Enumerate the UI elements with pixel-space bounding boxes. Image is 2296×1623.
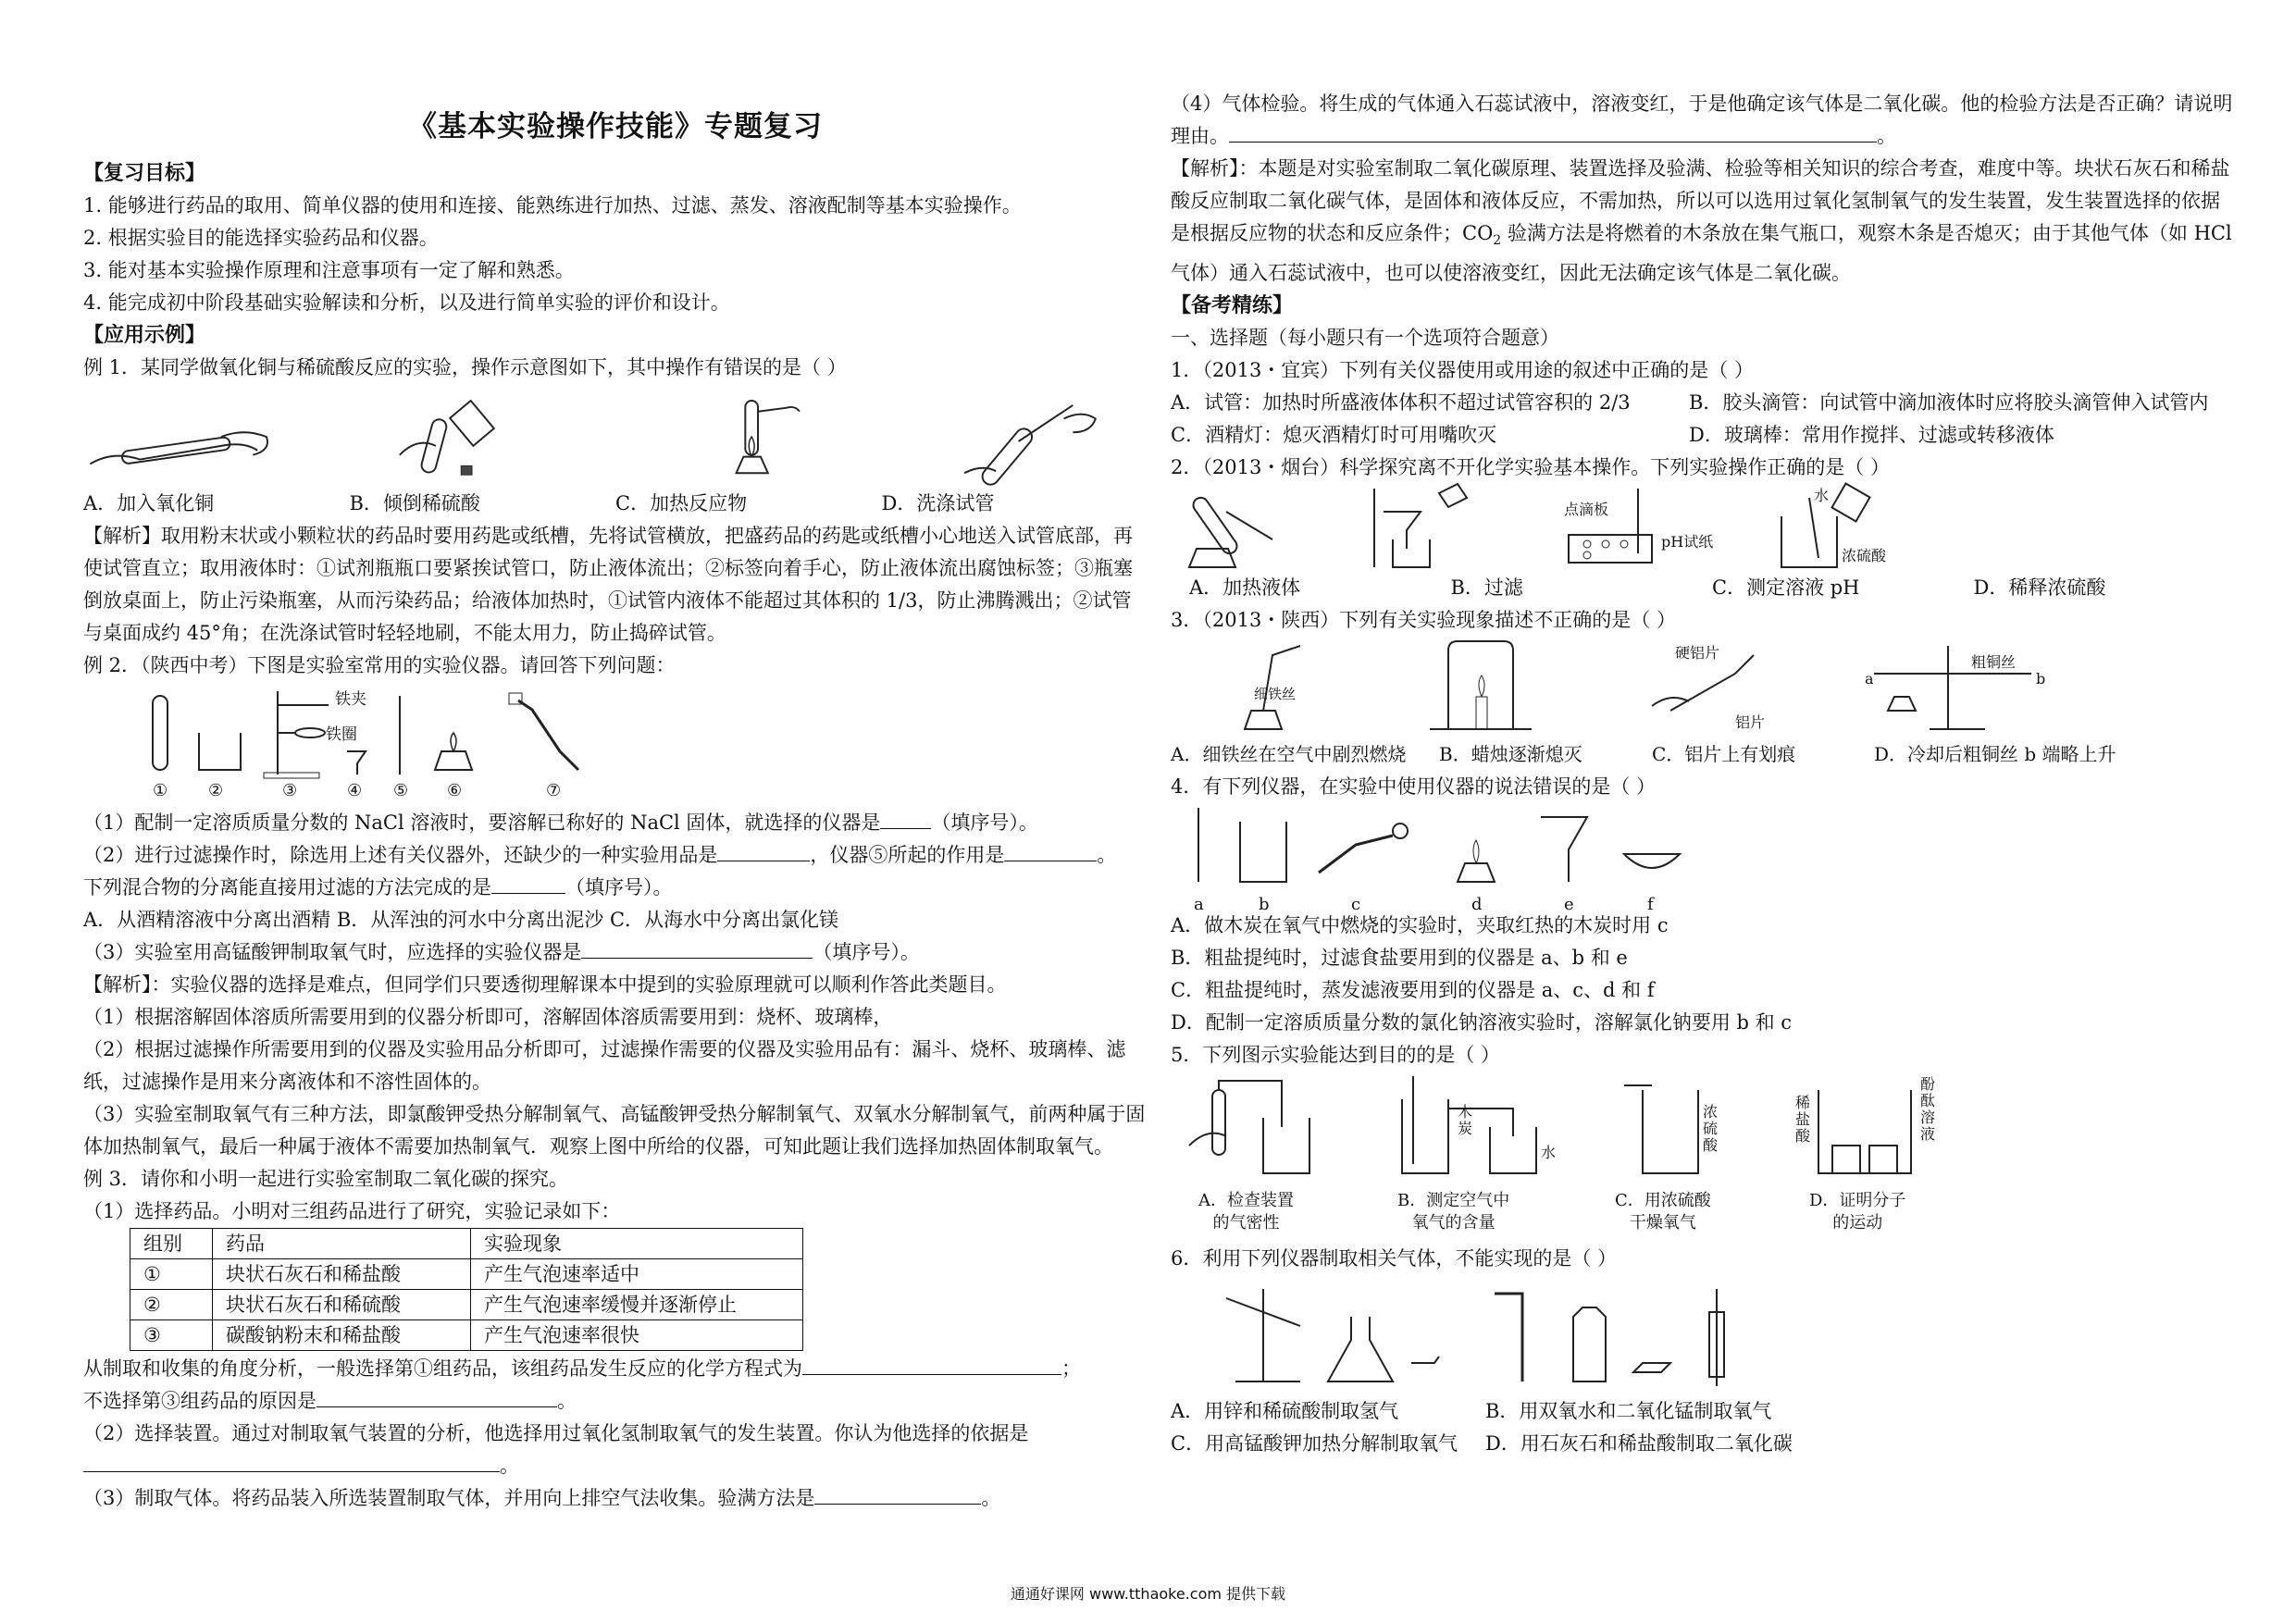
ex3-q3: （3）制取气体。将药品装入所选装置制取气体，并用向上排空气法收集。验满方法是 。 [83,1487,1001,1509]
practice-q5-figures [1171,1072,2235,1243]
table-cell: 产生气泡速率缓慢并逐渐停止 [471,1290,803,1320]
reagent-table [130,1228,803,1351]
instrument-letter: d [1471,895,1483,915]
table-cell: 块状石灰石和稀硫酸 [213,1290,471,1320]
practice-q2: 2．（2013・烟台）科学探究离不开化学实验基本操作。下列实验操作正确的是（ ） [1171,456,1890,479]
practice-q3: 3．（2013・陕西）下列有关实验现象描述不正确的是（ ） [1171,609,1676,632]
ex2-analysis: 【解析】：实验仪器的选择是难点，但同学们只要透彻理解课本中提到的实验原理就可以顺利作答此类题目。 [83,973,1007,996]
practice-q4-a: A．做木炭在氧气中燃烧的实验时，夹取红热的木炭时用 c [1171,914,1669,937]
q6-apparatus-figure [1189,1275,1837,1391]
practice-q3-options: A．细铁丝在空气中剧烈燃烧 B．蜡烛逐渐熄灭 C．铝片上有划痕 D．冷却后粗铜丝 b 端略上升 [1171,743,2116,766]
heat-reactant-figure [657,401,861,482]
instrument-letter: f [1647,895,1654,915]
practice-q4-b: B．粗盐提纯时，过滤食盐要用到的仪器是 a、b 和 e [1171,947,1628,970]
ex3-question: 例 3．请你和小明一起进行实验室制取二氧化碳的探究。 [83,1168,569,1190]
goals-heading: 【复习目标】 [83,161,206,185]
table-row [130,1259,803,1290]
ex2-analysis-2: （2）根据过滤操作所需要用到的仪器及实验用品分析即可，过滤操作需要的仪器及实验用品有：漏斗、烧杯、玻璃棒、滤纸，过滤操作是用来分离液体和不溶性固体的。 [83,1038,1126,1093]
practice-q6-options-cd: C．用高锰酸钾加热分解制取氧气 D．用石灰石和稀盐酸制取二氧化碳 [1171,1432,1793,1456]
table-header-cell: 实验现象 [471,1229,803,1259]
q5-caption-c: C．用浓硫酸 干燥氧气 [1615,1191,1711,1233]
practice-q6: 6．利用下列仪器制取相关气体，不能实现的是（ ） [1171,1247,1618,1270]
ex2-analysis-3: （3）实验室制取氧气有三种方法，即氯酸钾受热分解制氧气、高锰酸钾受热分解制氧气、双氧水分解制氧气，前两种属于固体加热制氧气，最后一种属于液体不需要加热制氧气．观察上图中所给的仪器，可知此题让我们选择加热固体制取氧气。 [83,1103,1146,1158]
ex2-q2: （2）进行过滤操作时，除选用上述有关仪器外，还缺少的一种实验用品是 ，仪器⑤所起的作用是 。 [83,844,1117,866]
iron-wire-label: 细铁丝 [1254,686,1297,703]
ex1-option-a: A．加入氧化铜 [83,492,215,514]
practice-q1-options-cd: C．酒精灯：熄灭酒精灯时可用嘴吹灭 D．玻璃棒：常用作搅拌、过滤或转移液体 [1171,424,2054,447]
q5-experiments-figure [1171,1072,2096,1183]
instrument-letter: b [1259,895,1270,915]
water-label: 水 [1541,1144,1557,1162]
practice-heading: 【备考精练】 [1171,293,1294,318]
ex3-analysis: 【解析】：本题是对实验室制取二氧化碳原理、装置选择及验满、检验等相关知识的综合考查，难度中等。块状石灰石和稀盐酸反应制取二氧化碳气体，是固体和液体反应，不需加热，所以可以选用过氧化氢制氧气的发生装置，发生装置选择的依据是根据反应物的状态和反应条件；$CO_2$ 验满方法是将燃着的木条放在集气瓶口，观察木条是否熄灭；由于其他气体（如 HCl 气体）通入石蕊试液中，也可以使溶液变红，因此无法确定该气体是二氧化碳。 [1171,157,2232,285]
instrument-number: ④ [347,781,363,800]
instrument-number: ⑥ [447,781,463,800]
ph-paper-label: pH试纸 [1661,533,1714,551]
page-footer: 通通好课网 www.tthaoke.com 提供下载 [1010,1585,1286,1603]
practice-q2-options: A．加热液体 B．过滤 C．测定溶液 pH D．稀释浓硫酸 [1189,576,2106,600]
practice-subheading: 一、选择题（每小题只有一个选项符合题意） [1171,327,1559,350]
wash-tube-figure [944,401,1148,482]
instrument-set-figure [111,682,713,784]
practice-q5: 5．下列图示实验能达到目的的是（ ） [1171,1044,1501,1067]
phenolphthalein-label: 酚酞溶液 [1920,1075,1936,1144]
table-cell: 产生气泡速率很快 [471,1320,803,1351]
table-cell: ① [130,1259,213,1290]
practice-q3-figures [1171,637,2235,738]
end-b-label: b [2036,670,2046,688]
table-cell: ② [130,1290,213,1320]
ex1-options [83,488,1148,520]
practice-q1-options-ab: A．试管：加热时所盛液体体积不超过试管容积的 2/3 B．胶头滴管：向试管中滴加液体时应将胶头滴管伸入试管内 [1171,391,2209,415]
ex2-analysis-1: （1）根据溶解固体溶质所需要用到的仪器分析即可，溶解固体溶质需要用到：烧杯、玻璃棒， [83,1006,893,1028]
aluminum-label: 铝片 [1735,713,1766,732]
q5-caption-a: A．检查装置 的气密性 [1198,1191,1294,1233]
conc-acid-label: 浓硫酸 [1703,1103,1719,1155]
ex3-q4: （4）气体检验。将生成的气体通入石蕊试液中，溶液变红，于是他确定该气体是二氧化碳。他的检验方法是否正确？请说明理由。 。 [1171,93,2233,147]
dilute-hcl-label: 稀盐酸 [1795,1094,1811,1146]
instrument-letter: a [1194,895,1204,915]
ex1-option-d: D．洗涤试管 [881,492,995,514]
practice-q1: 1．（2013・宜宾）下列有关仪器使用或用途的叙述中正确的是（ ） [1171,359,1754,382]
table-cell: 碳酸钠粉末和稀盐酸 [213,1320,471,1351]
table-cell: 块状石灰石和稀盐酸 [213,1259,471,1290]
table-row [130,1290,803,1320]
practice-q6-options-ab: A．用锌和稀硫酸制取氢气 B．用双氧水和二氧化锰制取氧气 [1171,1400,1772,1423]
instrument-number: ⑤ [393,781,409,800]
instrument-number: ① [153,781,168,800]
right-column [1171,88,2235,1460]
goal-item: 4. 能完成初中阶段基础实验解读和分析，以及进行简单实验的评价和设计。 [83,291,730,314]
goal-item: 1. 能够进行药品的取用、简单仪器的使用和连接、能熟练进行加热、过滤、蒸发、溶液配制等基本实验操作。 [83,194,1022,217]
ex1-question: 例 1．某同学做氧化铜与稀硫酸反应的实验，操作示意图如下，其中操作有错误的是（ ） [83,356,847,378]
ex1-option-c: C．加热反应物 [615,492,748,514]
table-header-cell: 组别 [130,1229,213,1259]
practice-q6-figures [1171,1275,2235,1395]
practice-q4: 4．有下列仪器，在实验中使用仪器的说法错误的是（ ） [1171,775,1657,799]
table-cell: ③ [130,1320,213,1351]
goal-item: 2. 根据实验目的能选择实验药品和仪器。 [83,227,439,249]
instrument-number: ③ [282,781,298,800]
instrument-number: ⑦ [546,781,562,800]
table-row [130,1320,803,1351]
examples-heading: 【应用示例】 [83,323,206,347]
ex3-q1: （1）选择药品。小明对三组药品进行了研究，实验记录如下： [83,1200,621,1222]
ex2-q1: （1）配制一定溶质质量分数的 NaCl 溶液时，要溶解已称好的 NaCl 固体，就选择的仪器是 （填序号）。 [83,812,1038,834]
q4-instruments-figure [1171,803,1726,891]
practice-q4-figures [1171,803,2235,915]
hard-aluminum-label: 硬铝片 [1675,644,1720,663]
instrument-letter: c [1351,895,1361,915]
table-header-row [130,1229,803,1259]
q5-caption-d: D．证明分子 的运动 [1809,1191,1906,1233]
left-column [83,88,1148,1515]
q5-caption-b: B．测定空气中 氧气的含量 [1397,1191,1510,1233]
ex2-instruments [111,682,1148,807]
spot-plate-label: 点滴板 [1564,501,1609,519]
water-label: 水 [1814,487,1830,505]
goal-item: 3. 能对基本实验操作原理和注意事项有一定了解和熟悉。 [83,259,575,281]
add-powder-figure [83,401,287,482]
page-title: 《基本实验操作技能》专题复习 [408,110,823,143]
ex1-figures [83,390,1148,482]
ex3-after1: 从制取和收集的角度分析，一般选择第①组药品，该组药品发生反应的化学方程式为 ； [83,1357,1081,1380]
iron-ring-label: 铁圈 [326,725,357,744]
table-header-cell: 药品 [213,1229,471,1259]
instrument-number: ② [208,781,224,800]
conc-acid-label: 浓硫酸 [1842,547,1887,565]
ex2-q2-options: A．从酒精溶液中分离出酒精 B．从浑浊的河水中分离出泥沙 C．从海水中分离出氯化镁 [83,909,839,931]
practice-q2-figures [1171,484,2235,572]
ex1-option-b: B．倾倒稀硫酸 [349,492,480,514]
ex2-q2-filter: 下列混合物的分离能直接用过滤的方法完成的是 （填序号）。 [83,876,673,898]
ex3-after2: 不选择第③组药品的原因是 。 [83,1390,577,1412]
ex3-q2: （2）选择装置。通过对制取氧气装置的分析，他选择用过氧化氢制取氧气的发生装置。你认为他选择的依据是。 [83,1422,1029,1477]
charcoal-label: 木炭 [1458,1103,1473,1138]
ex1-analysis: 【解析】取用粉末状或小颗粒状的药品时要用药匙或纸槽，先将试管横放，把盛药品的药匙或纸槽小心地送入试管底部，再使试管直立；取用液体时：①试剂瓶瓶口要紧挨试管口，防止液体流出；②标签向着手心，防止液体流出腐蚀标签；③瓶塞倒放桌面上，防止污染瓶塞，从而污染药品；给液体加热时，①试管内液体不能超过其体积的 1/3，防止沸腾溅出；②试管与桌面成约 45°角；在洗涤试管时轻轻地刷，不能太用力，防止捣碎试管。 [83,525,1133,644]
end-a-label: a [1865,670,1874,688]
table-cell: 产生气泡速率适中 [471,1259,803,1290]
copper-wire-label: 粗铜丝 [1971,653,2017,672]
practice-q4-d: D．配制一定溶质质量分数的氯化钠溶液实验时，溶解氯化钠要用 b 和 c [1171,1011,1793,1035]
ex2-question: 例 2．（陕西中考）下图是实验室常用的实验仪器。请回答下列问题： [83,654,676,676]
ex2-q3: （3）实验室用高锰酸钾制取氧气时，应选择的实验仪器是 （填序号）。 [83,941,920,963]
practice-q4-c: C．粗盐提纯时，蒸发滤液要用到的仪器是 a、c、d 和 f [1171,979,1655,1002]
instrument-letter: e [1564,895,1574,915]
pour-acid-figure [370,401,574,482]
iron-clamp-label: 铁夹 [335,690,366,709]
